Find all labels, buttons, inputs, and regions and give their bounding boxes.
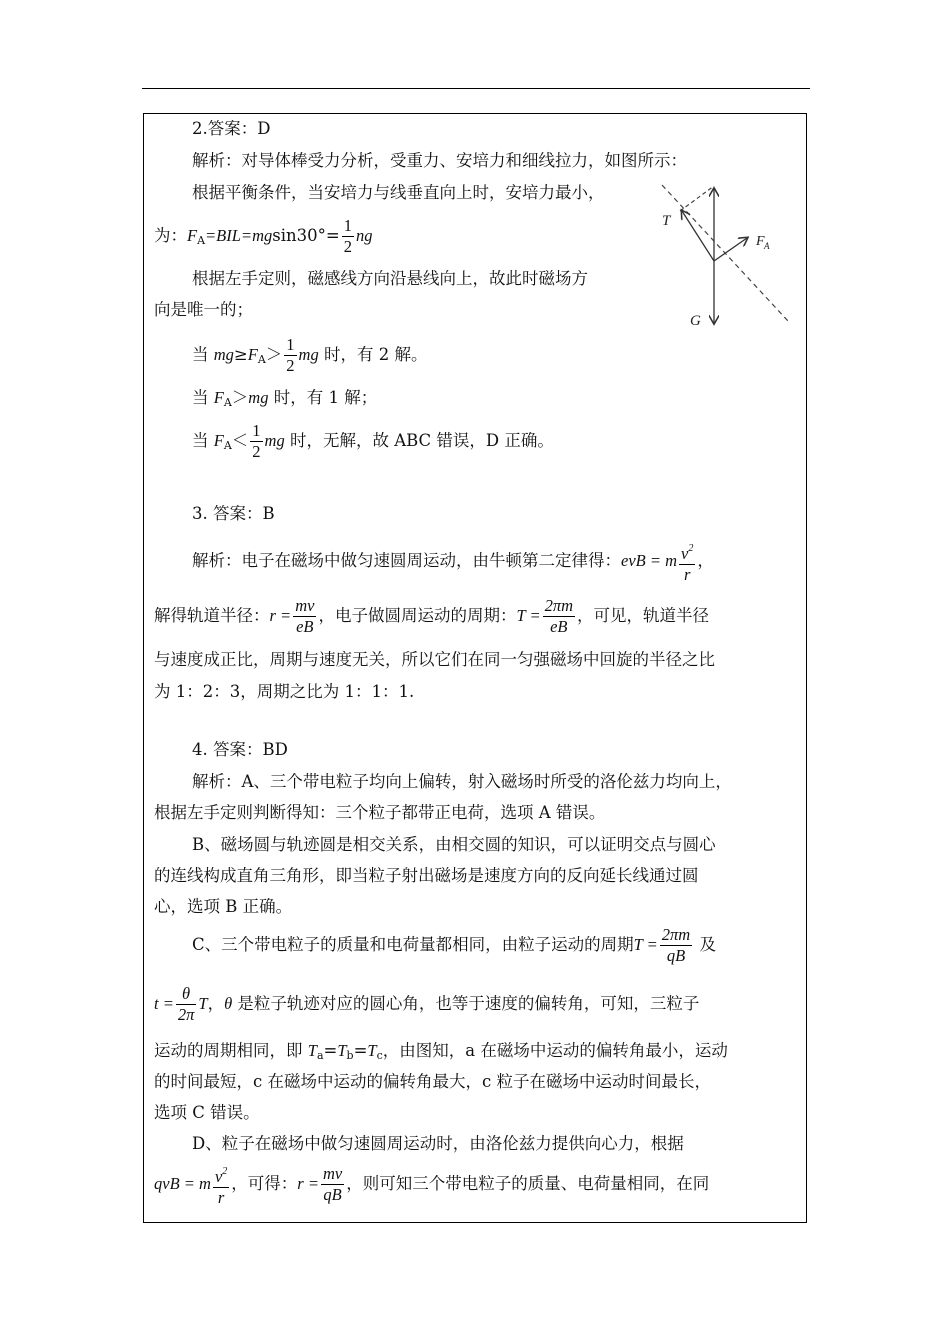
q4-line-11: D、粒子在磁场中做匀速圆周运动时，由洛伦兹力提供向心力，根据 [192, 1134, 684, 1153]
label-F: F [756, 234, 765, 249]
q3-heading: 3. 答案：B [192, 504, 275, 523]
fraction-2pim-over-eB: $\frac{2\pi m}{eB}$ [544, 596, 574, 636]
q4-line-3: B、磁场圆与轨迹圆是相交关系，由相交圆的知识，可以证明交点与圆心 [192, 835, 716, 854]
q2-line-8: 当 $F_A<$ $\frac{1}{2}$ mg 时，无解，故 ABC 错误，D 正确。 [192, 421, 554, 461]
q4-line-1: 解析：A、三个带电粒子均向上偏转，射入磁场时所受的洛伦兹力均向上， [192, 772, 732, 791]
label-A: A [764, 241, 770, 251]
fraction-half: $\frac{1}{2}$ [343, 216, 352, 256]
fraction-mv-over-qB: $\frac{mv}{qB}$ [322, 1164, 343, 1204]
q2-heading: 2.答案：D [192, 119, 271, 138]
fraction-half: $\frac{1}{2}$ [252, 421, 261, 461]
q2-line-6: 当 $mg\ge F_A>$ $\frac{1}{2}$ mg 时，有 2 解。 [192, 335, 428, 375]
q4-line-9: 的时间最短，c 在磁场中运动的偏转角最大，c 粒子在磁场中运动时间最长， [154, 1072, 711, 1091]
fraction-theta-over-2pi: $\frac{\theta}{2\pi}$ [177, 984, 195, 1024]
q3-line-1: 解析：电子在磁场中做匀速圆周运动，由牛顿第二定律得：evB = m $\frac{v^2}{r}$ ， [192, 537, 714, 585]
q2-line-4: 根据左手定则，磁感线方向沿悬线向上，故此时磁场方 [192, 269, 588, 288]
q2-line-5: 向是唯一的； [154, 300, 253, 319]
force-diagram [652, 175, 802, 335]
q3-line-4: 为 1：2：3，周期之比为 1：1：1. [154, 682, 415, 701]
fraction-half: $\frac{1}{2}$ [286, 335, 295, 375]
q3-line-2: 解得轨道半径：r = $\frac{mv}{eB}$ ，电子做圆周运动的周期：T = $\frac{2\pi m}{eB}$ ，可见，轨道半径 [154, 596, 710, 636]
q4-line-4: 的连线构成直角三角形，即当粒子射出磁场是速度方向的反向延长线通过圆 [154, 866, 699, 885]
q2-line-1: 解析：对导体棒受力分析，受重力、安培力和细线拉力，如图所示： [192, 151, 687, 170]
q4-line-7: t = $\frac{\theta}{2\pi}$ T，θ 是粒子轨迹对应的圆心角，也等于速度的偏转角，可知，三粒子 [154, 984, 700, 1024]
fraction-v2-over-r: $\frac{v^2}{r}$ [679, 539, 695, 585]
fraction-mv-over-eB: $\frac{mv}{eB}$ [295, 596, 315, 636]
q4-line-12: qvB = m $\frac{v^2}{r}$ ，可得：r = $\frac{mv}{qB}$ ，则可知三个带电粒子的质量、电荷量相同，在同 [154, 1160, 709, 1208]
q2-line-2: 根据平衡条件，当安培力与线垂直向上时，安培力最小， [192, 183, 605, 202]
q4-line-10: 选项 C 错误。 [154, 1103, 260, 1122]
fraction-2pim-over-qB: $\frac{2\pi m}{qB}$ [661, 925, 691, 965]
q2-line-7: 当 $F_A>mg$ 时，有 1 解； [192, 388, 378, 409]
q4-line-8: 运动的周期相同，即 $T_a=T_b=T_c$，由图知，a 在磁场中运动的偏转角最小，运动 [154, 1041, 728, 1062]
ampere-force-arrow [714, 238, 747, 261]
tension-arrow [682, 211, 714, 261]
q4-line-6: C、三个带电粒子的质量和电荷量都相同，由粒子运动的周期T = $\frac{2\pi m}{qB}$ 及 [192, 925, 716, 965]
q4-line-2: 根据左手定则判断得知：三个粒子都带正电荷，选项 A 错误。 [154, 803, 606, 822]
label-T: T [662, 213, 671, 229]
q4-heading: 4. 答案：BD [192, 740, 288, 759]
header-rule [142, 88, 810, 89]
label-G: G [690, 313, 701, 329]
q2-line-3: 为：$F_A=BIL=mgsin30^\circ=$ $\frac{1}{2}$ ng [154, 216, 373, 256]
dashed-parallel-line [680, 186, 714, 211]
fraction-v2-over-r: $\frac{v^2}{r}$ [213, 1162, 229, 1208]
q4-line-5: 心，选项 B 正确。 [154, 897, 293, 916]
q3-line-3: 与速度成正比，周期与速度无关，所以它们在同一匀强磁场中回旋的半径之比 [154, 650, 715, 669]
